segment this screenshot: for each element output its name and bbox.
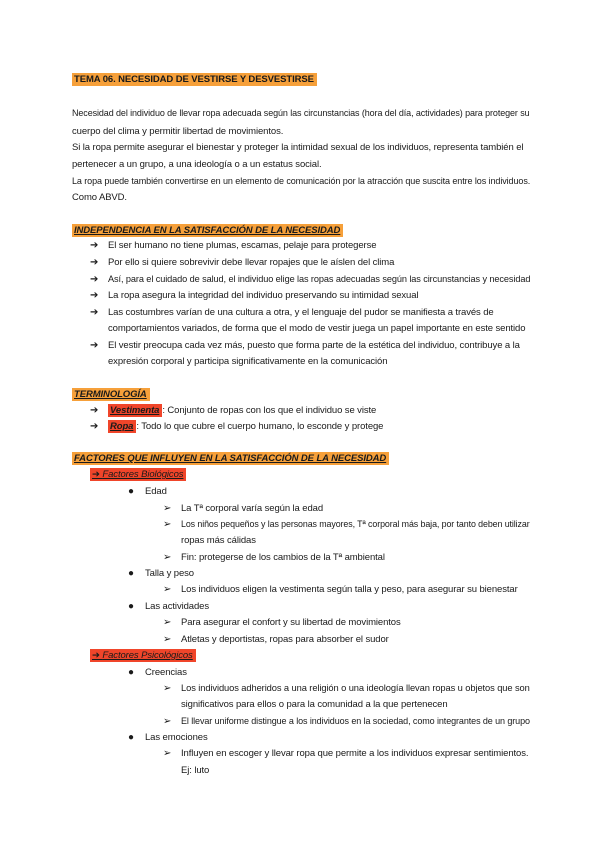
triangle-arrow-icon: ➢ — [163, 503, 172, 514]
subheading-text: Factores Biológicos — [102, 469, 184, 480]
list-item: Las costumbres varían de una cultura a otra, y el lenguaje del pudor se manifiesta a través de — [108, 307, 494, 318]
list-item: El llevar uniforme distingue a los individuos en la sociedad, como integrantes de un grupo — [181, 716, 530, 727]
list-item: La Tª corporal varía según la edad — [181, 503, 324, 514]
arrow-icon: ➔ — [90, 307, 99, 318]
section-heading-independencia — [72, 225, 343, 237]
term-item — [108, 421, 383, 433]
arrow-icon: ➔ — [90, 421, 99, 432]
list-item: Atletas y deportistas, ropas para absorber el sudor — [181, 634, 389, 645]
arrow-icon: ➔ — [90, 290, 99, 301]
triangle-arrow-icon: ➢ — [163, 748, 172, 759]
list-item: Los niños pequeños y las personas mayores, Tª corporal más baja, por tanto deben utilizar — [181, 519, 530, 530]
arrow-icon: ➔ — [90, 240, 99, 251]
list-item: La ropa asegura la integridad del individuo preservando su intimidad sexual — [108, 290, 419, 301]
triangle-arrow-icon: ➢ — [163, 584, 172, 595]
arrow-icon: ➔ — [92, 650, 103, 661]
intro-line-3: Si la ropa permite asegurar el bienestar y proteger la intimidad sexual de los individuos, representa también el — [72, 142, 524, 153]
list-item: Por ello si quiere sobrevivir debe llevar ropajes que le aíslen del clima — [108, 257, 395, 268]
section-heading-factores — [72, 453, 389, 465]
term-label: Vestimenta — [108, 404, 162, 417]
section-heading-text: INDEPENDENCIA EN LA SATISFACCIÓN DE LA NECESIDAD — [72, 224, 343, 237]
subheading-label — [90, 468, 186, 481]
bullet-icon: ● — [128, 486, 135, 497]
term-definition: : Todo lo que cubre el cuerpo humano, lo esconde y protege — [136, 421, 384, 432]
list-item-continuation: Ej: luto — [181, 765, 210, 776]
list-item: Fin: protegerse de los cambios de la Tª ambiental — [181, 552, 385, 563]
bullet-icon: ● — [128, 732, 135, 743]
list-item: Las actividades — [145, 601, 209, 612]
list-item: Así, para el cuidado de salud, el individuo elige las ropas adecuadas según las circunstancias y necesidad — [108, 274, 531, 285]
list-item: Edad — [145, 486, 167, 497]
list-item: Los individuos adheridos a una religión o una ideología llevan ropas u objetos que son — [181, 683, 530, 694]
subheading-text: Factores Psicológicos — [102, 650, 193, 661]
triangle-arrow-icon: ➢ — [163, 552, 172, 563]
arrow-icon: ➔ — [90, 257, 99, 268]
list-item: Creencias — [145, 667, 187, 678]
term-label: Ropa — [108, 420, 136, 433]
term-definition: : Conjunto de ropas con los que el individuo se viste — [162, 405, 377, 416]
triangle-arrow-icon: ➢ — [163, 519, 172, 530]
list-item-continuation: significativos para ellos o para la comunidad a la que pertenecen — [181, 699, 448, 710]
section-heading-text: TERMINOLOGÍA — [72, 388, 150, 401]
subheading-factores-biologicos — [90, 469, 186, 481]
bullet-icon: ● — [128, 601, 135, 612]
arrow-icon: ➔ — [90, 405, 99, 416]
list-item: Influyen en escoger y llevar ropa que permite a los individuos expresar sentimientos. — [181, 748, 529, 759]
arrow-icon: ➔ — [90, 340, 99, 351]
subheading-label — [90, 649, 196, 662]
list-item: Las emociones — [145, 732, 208, 743]
list-item-continuation: comportamientos variados, de forma que el modo de vestir juega un papel importante en este sentido — [108, 323, 526, 334]
term-item — [108, 405, 376, 417]
triangle-arrow-icon: ➢ — [163, 617, 172, 628]
list-item: Los individuos eligen la vestimenta según talla y peso, para asegurar su bienestar — [181, 584, 518, 595]
subheading-factores-psicologicos — [90, 650, 196, 662]
bullet-icon: ● — [128, 568, 135, 579]
section-heading-terminologia — [72, 389, 150, 401]
arrow-icon: ➔ — [92, 469, 103, 480]
intro-line-1: Necesidad del individuo de llevar ropa adecuada según las circunstancias (hora del día, actividades) para proteger su — [72, 108, 530, 119]
triangle-arrow-icon: ➢ — [163, 716, 172, 727]
list-item: Para asegurar el confort y su libertad de movimientos — [181, 617, 401, 628]
intro-line-2: cuerpo del clima y permitir libertad de movimientos. — [72, 126, 284, 137]
list-item-continuation: expresión corporal y participa significativamente en la comunicación — [108, 356, 388, 367]
arrow-icon: ➔ — [90, 274, 99, 285]
intro-line-6: Como ABVD. — [72, 192, 127, 203]
bullet-icon: ● — [128, 667, 135, 678]
intro-line-4: pertenecer a un grupo, a una ideología o a un estatus social. — [72, 159, 322, 170]
intro-line-5: La ropa puede también convertirse en un elemento de comunicación por la atracción que suscita entre los individuos. — [72, 176, 531, 187]
list-item: El vestir preocupa cada vez más, puesto que forma parte de la estética del individuo, contribuye a la — [108, 340, 520, 351]
list-item: El ser humano no tiene plumas, escamas, pelaje para protegerse — [108, 240, 377, 251]
triangle-arrow-icon: ➢ — [163, 634, 172, 645]
title-text: TEMA 06. NECESIDAD DE VESTIRSE Y DESVESTIRSE — [72, 73, 317, 86]
list-item: Talla y peso — [145, 568, 194, 579]
section-heading-text: FACTORES QUE INFLUYEN EN LA SATISFACCIÓN DE LA NECESIDAD — [72, 452, 389, 465]
page-title — [72, 74, 317, 86]
list-item-continuation: ropas más cálidas — [181, 535, 256, 546]
triangle-arrow-icon: ➢ — [163, 683, 172, 694]
